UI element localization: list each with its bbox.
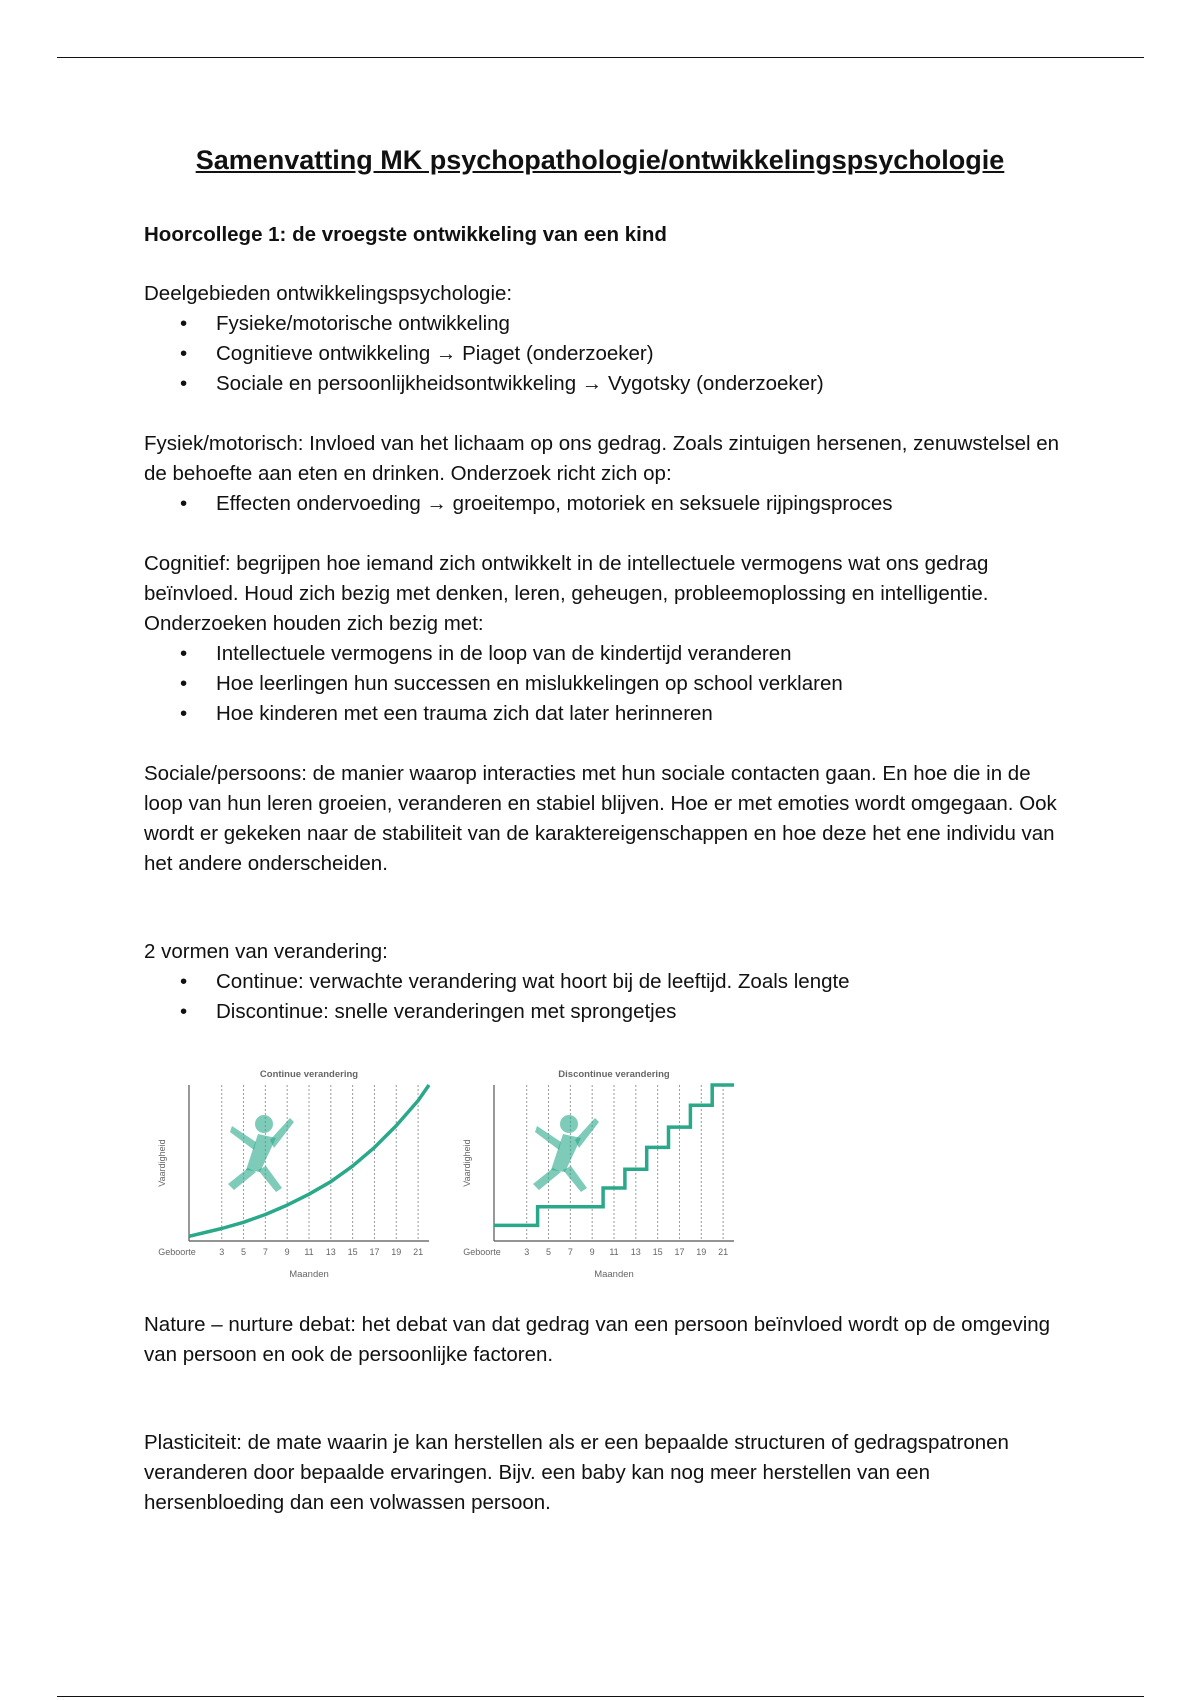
- list-item: • Effecten ondervoeding → groeitempo, motoriek en seksuele rijpingsproces: [144, 489, 1064, 519]
- x-tick-label: 11: [304, 1247, 314, 1257]
- bottom-rule: [57, 1696, 1144, 1697]
- change-charts: [144, 1037, 764, 1292]
- cognitief-list: [144, 639, 1064, 729]
- nature-paragraph: Nature – nurture debat: het debat van dat gedrag van een persoon beïnvloed wordt op de omgeving van persoon en ook de persoonlijke factoren.: [144, 1313, 1051, 1366]
- child-figure-icon: [533, 1168, 561, 1190]
- list-item: • Discontinue: snelle veranderingen met sprongetjes: [144, 997, 1064, 1027]
- y-axis-label: Vaardigheid: [462, 1139, 472, 1187]
- lecture-heading: Hoorcollege 1: de vroegste ontwikkeling van een kind: [144, 223, 667, 246]
- y-axis-label: Vaardigheid: [157, 1139, 167, 1187]
- child-figure-icon: [230, 1126, 256, 1150]
- verandering-intro: 2 vormen van verandering:: [144, 940, 388, 963]
- list-item: • Hoe kinderen met een trauma zich dat later herinneren: [144, 699, 1064, 729]
- list-item: • Continue: verwachte verandering wat hoort bij de leeftijd. Zoals lengte: [144, 967, 1064, 997]
- x-tick-label: 13: [630, 1247, 641, 1257]
- child-figure-icon: [228, 1168, 256, 1190]
- child-figure-icon: [255, 1115, 273, 1133]
- x-tick-label: 17: [674, 1247, 685, 1257]
- x-tick-label: 5: [546, 1247, 552, 1257]
- x-tick-label: 3: [219, 1247, 225, 1257]
- x-tick-label: 21: [718, 1247, 729, 1257]
- x-tick-label: 17: [369, 1247, 380, 1257]
- chart-title: Continue verandering: [259, 1069, 359, 1080]
- child-figure-icon: [560, 1115, 578, 1133]
- x-tick-label: 5: [241, 1247, 247, 1257]
- x-tick-label: 15: [347, 1247, 358, 1257]
- change-charts-figure: [144, 1037, 764, 1292]
- child-figure-icon: [270, 1118, 294, 1148]
- x-tick-label: 9: [284, 1247, 290, 1257]
- x-tick-label: 19: [696, 1247, 707, 1257]
- document-body: [144, 220, 1064, 1518]
- x-tick-label: 7: [262, 1247, 268, 1257]
- x-tick-label: 9: [589, 1247, 595, 1257]
- sociaal-paragraph: Sociale/persoons: de manier waarop interacties met hun sociale contacten gaan. En hoe die in de loop van hun leren groeien, veranderen en stabiel blijven. Hoe er met emoties wordt omgegaan. Ook wordt er gekeken naar de stabiliteit van de karaktereigenschappen en hoe deze het ene individu van het andere onderscheiden.: [144, 762, 1057, 875]
- x-tick-label: Geboorte: [158, 1247, 196, 1257]
- child-figure-icon: [575, 1118, 599, 1148]
- list-item: • Fysieke/motorische ontwikkeling: [144, 309, 1064, 339]
- top-rule: [57, 57, 1144, 58]
- chart-title: Discontinue verandering: [558, 1069, 670, 1080]
- x-axis-label: Maanden: [594, 1269, 634, 1280]
- x-tick-label: 11: [609, 1247, 619, 1257]
- verandering-list: [144, 967, 1064, 1027]
- x-tick-label: 7: [567, 1247, 573, 1257]
- x-tick-label: 15: [652, 1247, 663, 1257]
- fysiek-list: [144, 489, 1064, 519]
- x-tick-label: Geboorte: [463, 1247, 501, 1257]
- fysiek-paragraph: Fysiek/motorisch: Invloed van het lichaam op ons gedrag. Zoals zintuigen hersenen, zenuwstelsel en de behoefte aan eten en drinken. Onderzoek richt zich op:: [144, 432, 1060, 485]
- plasticiteit-paragraph: Plasticiteit: de mate waarin je kan herstellen als er een bepaalde structuren of gedragspatronen veranderen door bepaalde ervaringen. Bijv. een baby kan nog meer herstellen van een hersenbloeding dan een volwassen persoon.: [144, 1431, 1009, 1514]
- x-tick-label: 19: [391, 1247, 402, 1257]
- document-title: Samenvatting MK psychopathologie/ontwikkelingspsychologie: [195, 145, 1005, 175]
- list-item: • Hoe leerlingen hun successen en mislukkelingen op school verklaren: [144, 669, 1064, 699]
- x-tick-label: 3: [524, 1247, 530, 1257]
- child-figure-icon: [258, 1166, 282, 1192]
- list-item: • Sociale en persoonlijkheidsontwikkeling → Vygotsky (onderzoeker): [144, 369, 1064, 399]
- list-item: • Cognitieve ontwikkeling → Piaget (onderzoeker): [144, 339, 1064, 369]
- x-axis-label: Maanden: [289, 1269, 329, 1280]
- deelgebieden-intro: Deelgebieden ontwikkelingspsychologie:: [144, 282, 513, 305]
- child-figure-icon: [535, 1126, 561, 1150]
- deelgebieden-list: [144, 309, 1064, 399]
- list-item: • Intellectuele vermogens in de loop van de kindertijd veranderen: [144, 639, 1064, 669]
- child-figure-icon: [563, 1166, 587, 1192]
- x-tick-label: 21: [413, 1247, 424, 1257]
- cognitief-paragraph: Cognitief: begrijpen hoe iemand zich ontwikkelt in de intellectuele vermogens wat ons gedrag beïnvloed. Houd zich bezig met denken, leren, geheugen, probleemoplossing en intelligentie. Onderzoeken houden zich bezig met:: [144, 552, 989, 635]
- x-tick-label: 13: [325, 1247, 336, 1257]
